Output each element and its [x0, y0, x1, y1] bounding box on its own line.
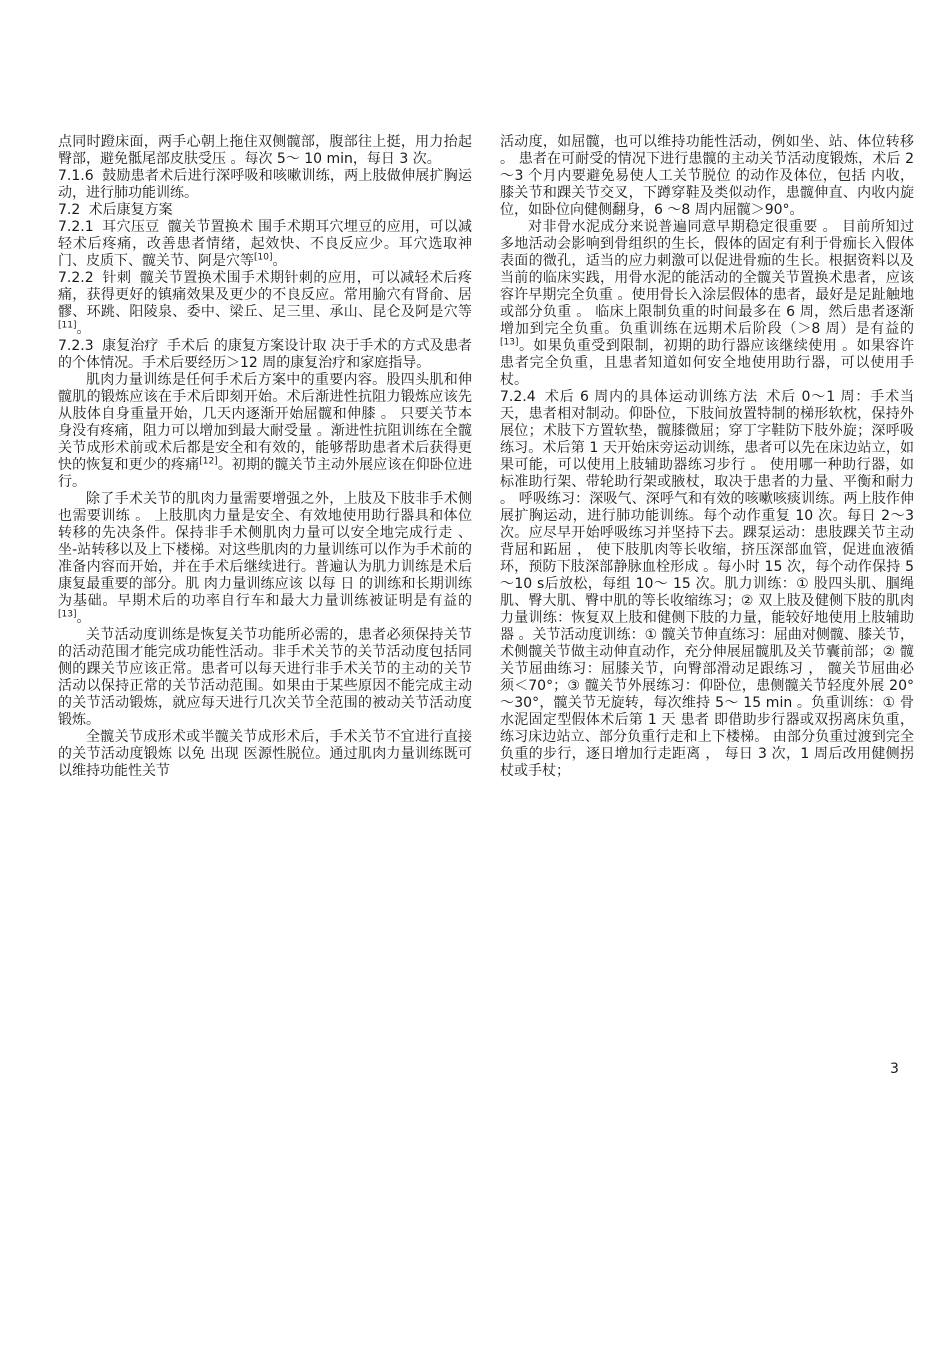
paragraph-limb-training: [58, 491, 472, 627]
page-number: 3: [890, 1061, 899, 1077]
section-7-2-2: [58, 270, 472, 338]
section-text: 术后 0～1 周：手术当天，患者相对制动。仰卧位，下肢间放置特制的梯形软枕，保持外展位；术肢下方置软垫，髋膝微屈；穿丁字鞋防下肢外旋；深呼吸练习。术后第 1 天开始床旁运动训练，患者可以先在床边站立，如果可能，可以使用上肢辅助器练习步行 。 使用哪一种助行器，如标准助行架、带轮助行架或腋杖，取决于患者的力量、平衡和耐力 。 呼吸练习：深吸气、深呼气和有效的咳嗽咳痰训练。两上肢作伸展扩胸运动，进行肺功能训练。每个动作重复 10 次。每日 2～3 次。应尽早开始呼吸练习并坚持下去。踝泵运动：患肢踝关节主动背屈和跖屈 ， 使下肢肌肉等长收缩，挤压深部血管，促进血液循环，预防下肢深部静脉血栓形成 。每小时 15 次，每个动作保持 5～10 s后放松，每组 10～ 15 次。肌力训练：① 股四头肌、腘绳肌、臀大肌、臀中肌的等长收缩练习；② 双上肢及健侧下肢的肌肉力量训练：恢复双上肢和健侧下肢的力量，能较好地使用上肢辅助器 。关节活动度训练：① 髋关节伸直练习：屈曲对侧髋、膝关节，术侧髋关节做主动伸直动作，充分伸展屈髋肌及关节囊前部；② 髋关节屈曲练习：屈膝关节，向臀部滑动足跟练习 ， 髋关节屈曲必须＜70°；③ 髋关节外展练习：仰卧位，患侧髋关节轻度外展 20°～30°，髋关节无旋转，每次维持 5～ 15 min 。负重训练：① 骨水泥固定型假体术后第 1 天 患者 即借助步行器或双拐离床负重，练习床边站立、部分负重行走和上下楼梯。 由部分负重过渡到完全负重的步行，逐日增加行走距离 ， 每日 3 次，1 周后改用健侧拐杖或手杖；: [500, 389, 914, 779]
paragraph-text: 对非骨水泥成分来说普遍同意早期稳定很重要 。 目前所知过多地活动会影响到骨组织的生长，假体的固定有利于骨痂长入假体表面的微孔，适当的应力刺激可以促进骨痂的生长。根据资料以及当前的临床实践，用骨水泥的能活动的全髋关节置换术患者，应该容许早期完全负重 。使用骨长入涂层假体的患者，最好是足趾触地或部分负重 。 临床上限制负重的时间最多在 6 周，然后患者逐渐增加到完全负重。负重训练在远期术后阶段（＞8 周）是有益的: [500, 219, 914, 337]
sentence-end: 。: [76, 321, 91, 337]
citation: [10]: [254, 252, 273, 263]
section-text: 鼓励患者术后进行深呼吸和咳嗽训练，两上肢做伸展扩胸运动，进行肺功能训练。: [58, 168, 472, 201]
paragraph-muscle-training: [58, 372, 472, 491]
paragraph-arthroplasty: 全髋关节成形术或半髋关节成形术后，手术关节不宜进行直接 的关节活动度锻炼 以免 出现 医源性脱位。通过肌肉力量训练既可以维持功能性关节: [58, 729, 472, 779]
citation: [13]: [58, 609, 77, 620]
section-title: 康复治疗: [102, 338, 159, 354]
section-7-2-4: [500, 389, 914, 780]
sentence-end: 。: [76, 610, 91, 626]
paragraph-text-end: 。初期的髋关节主动外展应该在仰卧位进行。: [58, 457, 473, 490]
paragraph-text: 除了手术关节的肌肉力量需要增强之外，上肢及下肢非手术侧也需要训练 。 上肢肌肉力量是安全、有效地使用助行器具和体位转移的先决条件。保持非手术侧肌肉力量可以安全地完成行走 、坐-站转移以及上下楼梯。对这些肌肉的力量训练可以作为手术前的准备内容而开始，并在手术后继续进行。普遍认为肌力训练是术后康复最重要的部分。肌 肉力量训练应该 以每 日 的训练和长期训练为基础。早期术后的功率自行车和最大力量训练被证明是有益的: [58, 491, 472, 609]
section-text: 髋关节置换术 围手术期耳穴埋豆的应用，可以减轻术后疼痛，改善患者情绪，起效快、不良反应少。耳穴选取神门、皮质下、髋关节、阿是穴等: [58, 219, 472, 269]
paragraph-rom-training: 关节活动度训练是恢复关节功能所必需的，患者必须保持关节的活动范围才能完成功能性活动。非手术关节的关节活动度包括同侧的踝关节应该正常。患者可以每天进行非手术关节的主动的关节活动以保持正常的关节活动范围。如果由于某些原因不能完成主动的关节活动锻炼，就应每天进行几次关节全范围的被动关节活动度锻炼。: [58, 627, 472, 728]
paragraph-text-end: 。如果负重受到限制，初期的助行器应该继续使用 。如果容许患者完全负重，且患者知道如何安全地使用助行器，可以使用手杖。: [500, 338, 914, 388]
section-number: 7.2.1: [58, 219, 94, 235]
section-title: 术后 6 周内的具体运动训练方法: [544, 389, 759, 405]
section-7-2-3: [58, 338, 472, 372]
section-7-2-1: [58, 219, 472, 270]
section-number: 7.2.4: [500, 389, 536, 405]
section-text: 髋关节置换术围手术期针刺的应用，可以减轻术后疼痛，获得更好的镇痛效果及更少的不良反应。常用腧穴有肾俞、居髎、环跳、阳陵泉、委中、梁丘、足三里、承山、昆仑及阿是穴等: [58, 270, 473, 320]
citation: [11]: [58, 320, 77, 331]
section-text: 手术后 的康复方案设计取 决于手术的方式及患者的个体情况。手术后要经历＞12 周的康复治疗和家庭指导。: [58, 338, 472, 371]
section-number: 7.2.2: [58, 270, 94, 286]
section-title: 针刺: [102, 270, 132, 286]
section-7-2-heading: [58, 202, 472, 219]
citation: [13]: [500, 337, 519, 348]
section-number: 7.2.3: [58, 338, 94, 354]
section-number: 7.1.6: [58, 168, 94, 184]
paragraph-continuation: 活动度，如屈髋，也可以维持功能性活动，例如坐、站、体位转移 。 患者在可耐受的情况下进行患髋的主动关节活动度锻炼，术后 2～3 个月内要避免易使人工关节脱位 的动作及体位，包括 内收，膝关节和踝关节交叉，下蹲穿鞋及类似动作，患髋伸直、内收内旋位，如卧位向健侧翻身，6 ～8 周内屈髋＞90°。: [500, 134, 914, 218]
paragraph-text: 肌肉力量训练是任何手术后方案中的重要内容。股四头肌和伸髋肌的锻炼应该在手术后即刻开始。术后渐进性抗阻力锻炼应该先从肢体自身重量开始，几天内逐渐开始屈髋和伸膝 。 只要关节本身没有疼痛，阻力可以增加到最大耐受量 。渐进性抗阻训练在全髋关节成形术前或术后都是安全和有效的，能够帮助患者术后获得更快的恢复和更少的疼痛: [58, 372, 472, 473]
left-column: [58, 134, 472, 780]
section-number: 7.2: [58, 202, 81, 218]
paragraph-weight-bearing: [500, 219, 914, 389]
citation: [12]: [199, 456, 218, 467]
section-title: 术后康复方案: [88, 202, 173, 218]
section-title: 耳穴压豆: [102, 219, 160, 235]
paragraph-continuation: 点同时蹬床面，两手心朝上拖住双侧髋部，腹部往上挺，用力抬起臀部，避免骶尾部皮肤受压 。每次 5～ 10 min，每日 3 次。: [58, 134, 472, 167]
right-column: [500, 134, 914, 780]
sentence-end: 。: [272, 253, 287, 269]
section-7-1-6: [58, 168, 472, 202]
